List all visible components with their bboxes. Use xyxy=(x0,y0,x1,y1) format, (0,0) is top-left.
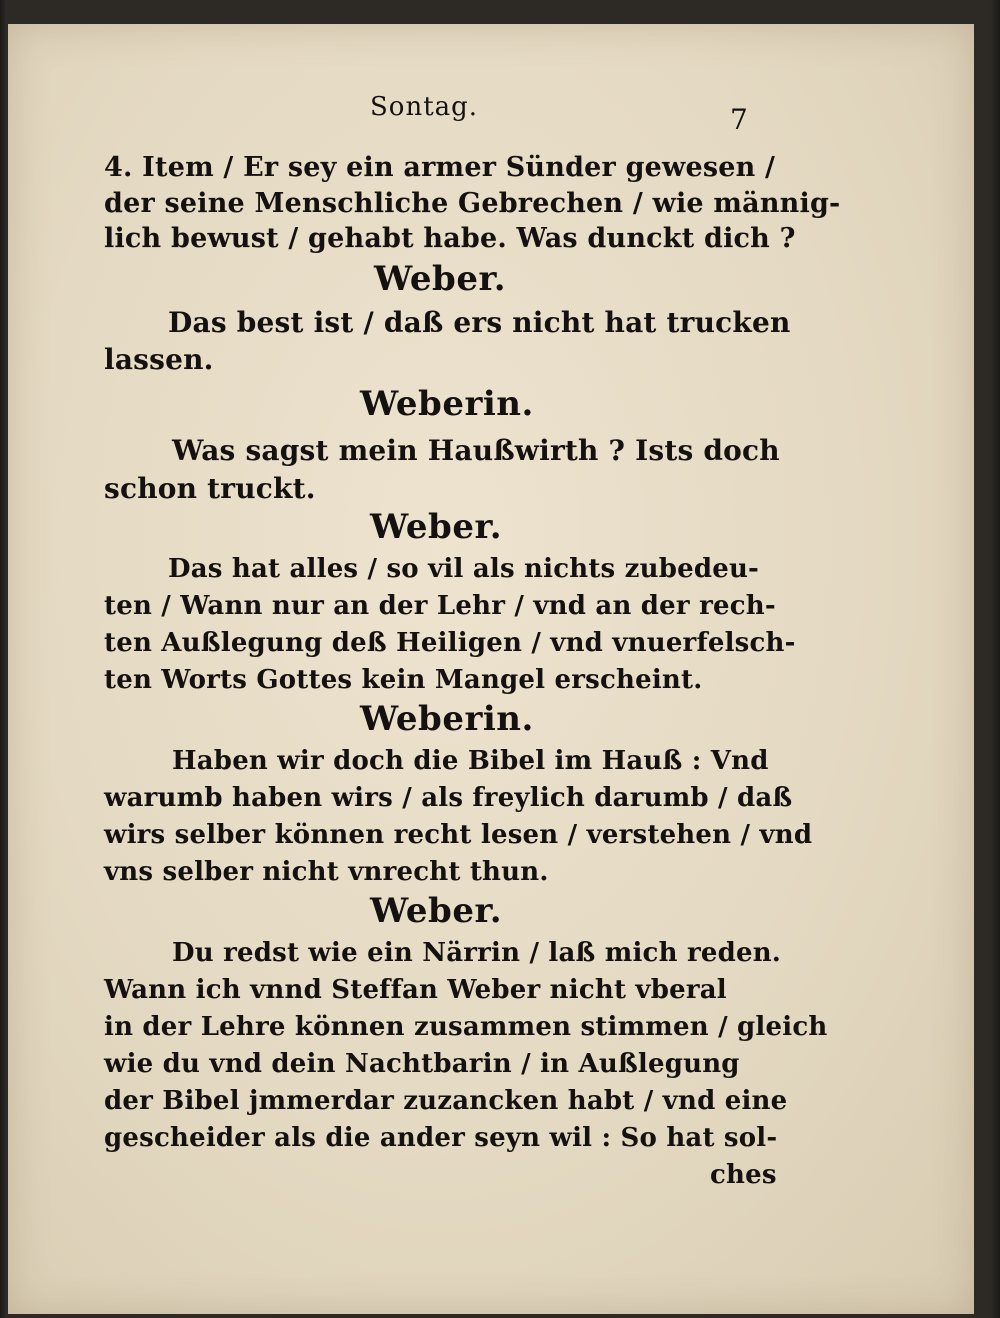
text-line: der seine Menschliche Gebrechen / wie männig- xyxy=(104,188,841,219)
text-line: ten Worts Gottes kein Mangel erscheint. xyxy=(104,665,703,695)
text-line: gescheider als die ander seyn wil : So hat sol- xyxy=(104,1123,778,1153)
text-line: Haben wir doch die Bibel im Hauß : Vnd xyxy=(172,746,769,776)
text-line: Du redst wie ein Närrin / laß mich reden. xyxy=(172,938,782,968)
text-line: vns selber nicht vnrecht thun. xyxy=(104,857,549,887)
text-line: 4. Item / Er sey ein armer Sünder gewesen / xyxy=(104,152,776,183)
speaker-heading: Weber. xyxy=(370,507,503,547)
text-line: ten / Wann nur an der Lehr / vnd an der rech- xyxy=(104,591,776,621)
book-page xyxy=(8,24,974,1314)
text-line: warumb haben wirs / als freylich darumb / daß xyxy=(104,783,793,813)
text-line: wie du vnd dein Nachtbarin / in Außlegung xyxy=(104,1049,740,1079)
text-line: ten Außlegung deß Heiligen / vnd vnuerfelsch- xyxy=(104,628,796,658)
text-line: schon truckt. xyxy=(104,472,316,505)
speaker-heading: Weberin. xyxy=(360,699,534,739)
speaker-heading: Weber. xyxy=(370,891,503,931)
text-line: in der Lehre können zusammen stimmen / gleich xyxy=(104,1012,828,1042)
text-line: lassen. xyxy=(104,343,214,376)
speaker-heading: Weberin. xyxy=(360,384,534,424)
text-line: der Bibel jmmerdar zuzancken habt / vnd eine xyxy=(104,1086,788,1116)
text-line: Wann ich vnnd Steffan Weber nicht vberal xyxy=(104,975,727,1005)
speaker-heading: Weber. xyxy=(374,259,507,299)
text-line: wirs selber können recht lesen / verstehen / vnd xyxy=(104,820,813,850)
running-title: Sontag. xyxy=(370,92,479,122)
page-number: 7 xyxy=(730,103,748,136)
text-line: Das hat alles / so vil als nichts zubedeu- xyxy=(168,554,760,584)
text-line: Das best ist / daß ers nicht hat trucken xyxy=(168,306,791,339)
catchword: ches xyxy=(710,1160,777,1190)
text-line: lich bewust / gehabt habe. Was dunckt dich ? xyxy=(104,223,796,254)
text-line: Was sagst mein Haußwirth ? Ists doch xyxy=(172,434,780,467)
